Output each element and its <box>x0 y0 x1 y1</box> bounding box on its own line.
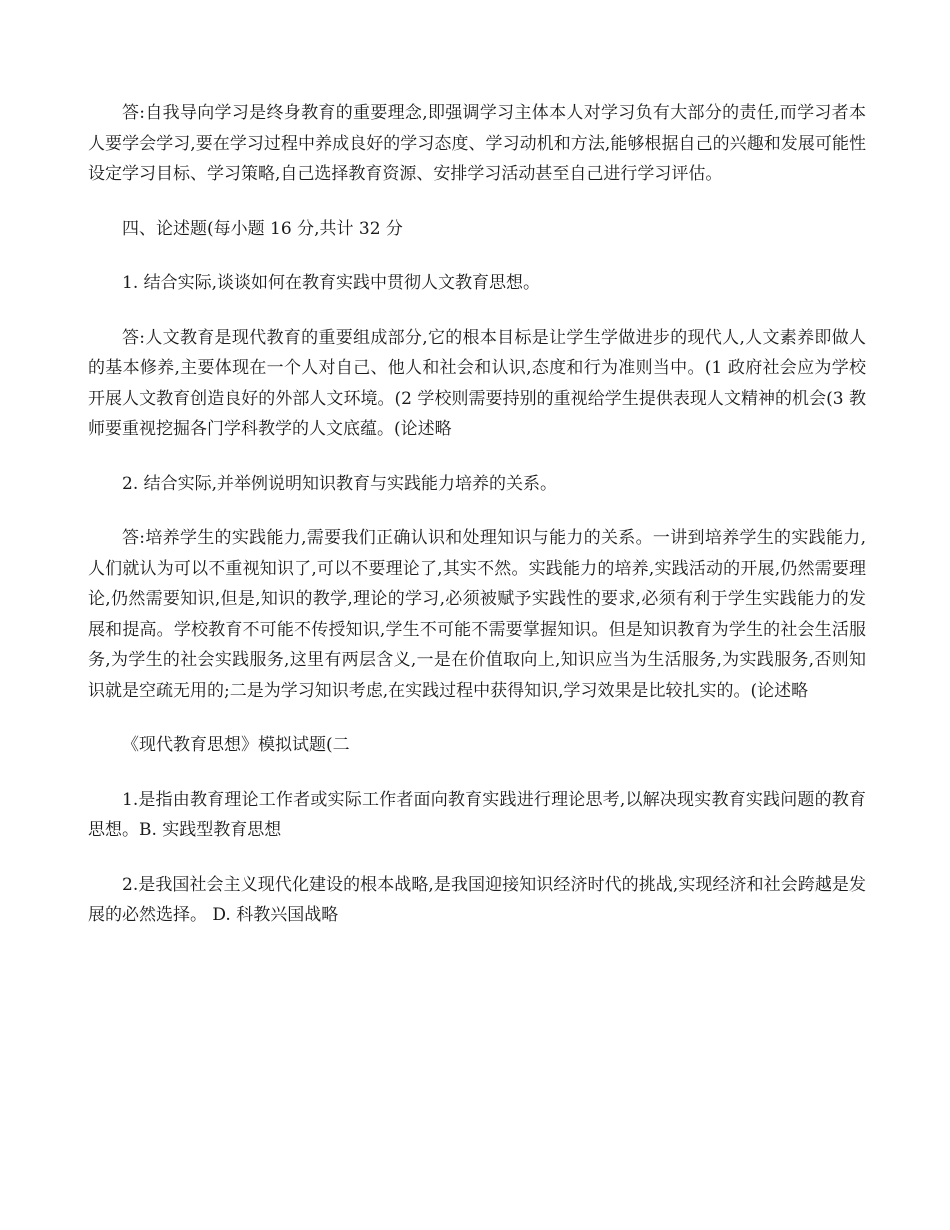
mock-question-2: 2.是我国社会主义现代化建设的根本战略,是我国迎接知识经济时代的挑战,实现经济和社会跨越是发展的必然选择。 D. 科教兴国战略 <box>88 874 866 925</box>
answer-humanistic-education: 答:人文教育是现代教育的重要组成部分,它的根本目标是让学生学做进步的现代人,人文素养即做人的基本修养,主要体现在一个人对自己、他人和社会和认识,态度和行为准则当中。(1 政府社会应为学校开展人文教育创造良好的外部人文环境。(2 学校则需要持别的重视给学生提供表现人文精神的机会(3 教师要重视挖掘各门学科教学的人文底蕴。(论述略 <box>88 327 866 439</box>
answer-knowledge-practice: 答:培养学生的实践能力,需要我们正确认识和处理知识与能力的关系。一讲到培养学生的实践能力,人们就认为可以不重视知识了,可以不要理论了,其实不然。实践能力的培养,实践活动的开展,仍然需要理论,仍然需要知识,但是,知识的教学,理论的学习,必须被赋予实践性的要求,必须有利于学生实践能力的发展和提高。学校教育不可能不传授知识,学生不可能不需要掌握知识。但是知识教育为学生的社会生活服务,为学生的社会实践服务,这里有两层含义,一是在价值取向上,知识应当为生活服务,为实践服务,否则知识就是空疏无用的;二是为学习知识考虑,在实践过程中获得知识,学习效果是比较扎实的。(论述略 <box>88 528 866 701</box>
section-heading-essay-questions: 四、论述题(每小题 16 分,共计 32 分 <box>122 218 403 239</box>
question-2-knowledge-practice: 2. 结合实际,并举例说明知识教育与实践能力培养的关系。 <box>122 473 558 494</box>
document-page <box>88 98 866 931</box>
mock-question-1: 1.是指由教育理论工作者或实际工作者面向教育实践进行理论思考,以解决现实教育实践问题的教育思想。B. 实践型教育思想 <box>88 789 866 840</box>
mock-exam-title: 《现代教育思想》模拟试题(二 <box>122 735 350 755</box>
question-1-humanistic-education: 1. 结合实际,谈谈如何在教育实践中贯彻人文教育思想。 <box>122 273 541 293</box>
answer-self-directed-learning: 答:自我导向学习是终身教育的重要理念,即强调学习主体本人对学习负有大部分的责任,而学习者本人要学会学习,要在学习过程中养成良好的学习态度、学习动机和方法,能够根据自己的兴趣和发展可能性设定学习目标、学习策略,自己选择教育资源、安排学习活动甚至自己进行学习评估。 <box>88 103 866 184</box>
